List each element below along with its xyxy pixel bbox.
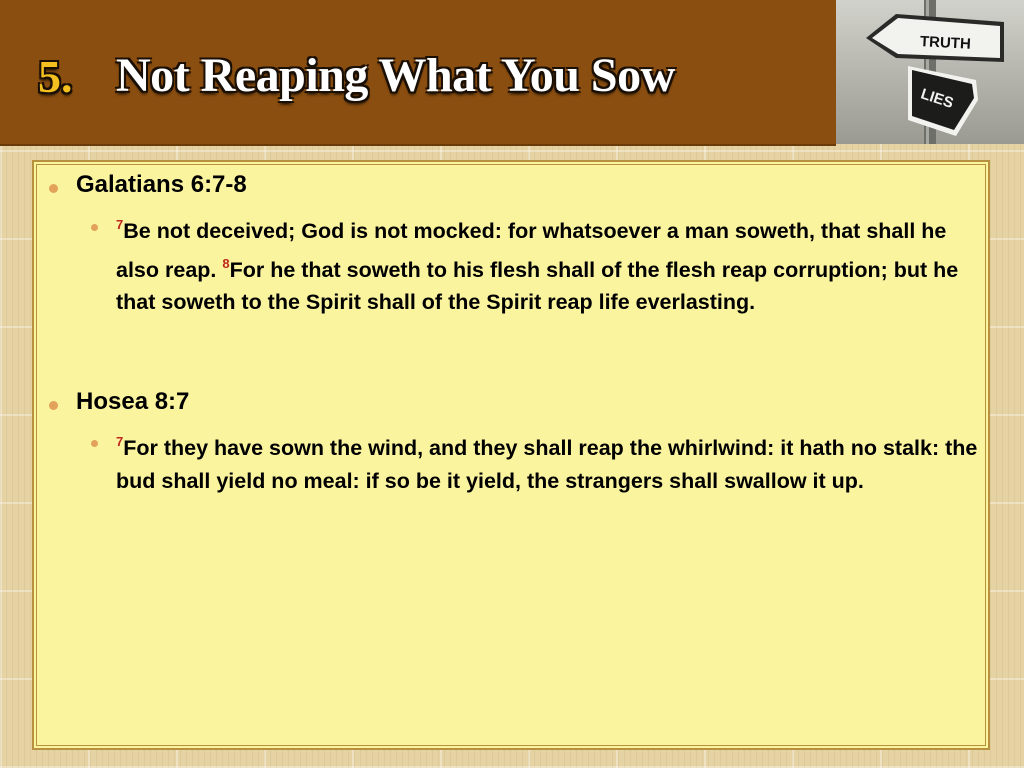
verse-text: For they have sown the wind, and they shall reap the whirlwind: it hath no stalk: the bud shall yield no meal: if so be it yield, the strangers shall swallow it up. <box>116 436 978 493</box>
sign-truth-label: TRUTH <box>919 33 972 53</box>
scripture-text <box>116 426 986 497</box>
reference-heading: Galatians 6:7-8 <box>76 171 247 198</box>
verse-number: 7 <box>116 434 124 449</box>
reference-heading: Hosea 8:7 <box>76 388 190 415</box>
bullet-dot <box>49 401 58 410</box>
truth-lies-sign-image <box>836 0 1024 144</box>
verse-text: Be not deceived; God is not mocked: for whatsoever a man soweth, that shall he also reap. <box>116 219 947 282</box>
bullet-dot <box>91 440 98 447</box>
scripture-text <box>116 209 986 319</box>
verse-number: 8 <box>222 255 230 271</box>
slide-title: Not Reaping What You Sow <box>116 49 675 102</box>
verse-text: For he that soweth to his flesh shall of the flesh reap corruption; but he that soweth to the Spirit shall of the Spirit reap life everlasting. <box>116 257 959 314</box>
sign-lies-label: LIES <box>918 85 956 113</box>
bullet-dot <box>49 184 58 193</box>
title-bar <box>0 0 836 146</box>
slide-number: 5. <box>38 51 73 102</box>
bullet-dot <box>91 224 98 231</box>
verse-number: 7 <box>116 217 124 232</box>
street-sign-picture <box>836 0 1024 144</box>
